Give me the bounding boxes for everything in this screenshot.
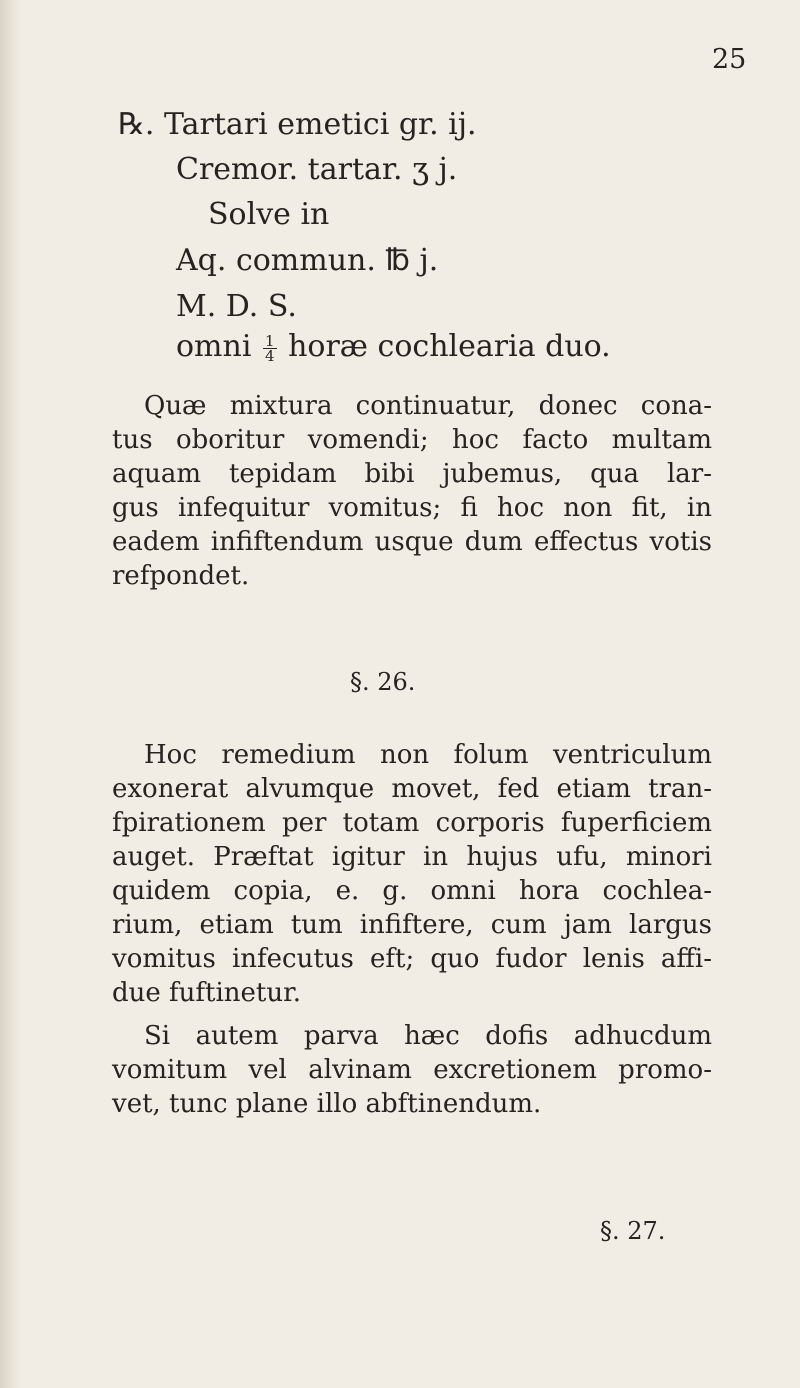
prescription-line: ℞. Tartari emetici gr. ij.	[118, 107, 477, 142]
prescription-line: Aq. commun. ℔ j.	[176, 243, 439, 278]
text-line: gus infequitur vomitus; fi hoc non fit, in	[112, 493, 712, 523]
fraction-denominator: 4	[264, 346, 275, 365]
text-line: Si autem parva hæc dofis adhucdum	[144, 1021, 712, 1051]
text-line: quidem copia, e. g. omni hora cochlea-	[112, 876, 712, 906]
paragraph-dosis	[112, 1019, 712, 1121]
page-spine-shadow	[0, 0, 22, 1388]
prescription-line: Solve in	[208, 197, 330, 232]
section-heading-27: §. 27.	[600, 1217, 666, 1245]
text-line: eadem infiftendum usque dum effectus votis	[112, 527, 712, 557]
text-line: tus oboritur vomendi; hoc facto multam	[112, 425, 712, 455]
text-line: vomitum vel alvinam excretionem promo-	[112, 1055, 712, 1085]
prescription-dosage-line	[176, 329, 611, 364]
text-line: auget. Præftat igitur in hujus ufu, minori	[112, 842, 712, 872]
quarter-fraction	[263, 331, 277, 365]
fraction-numerator: 1	[264, 331, 275, 350]
text-line: vomitus infecutus eft; quo fudor lenis affi-	[112, 944, 712, 974]
paragraph-remedium	[112, 738, 712, 1010]
paragraph-mixture	[112, 389, 712, 593]
text-line: vet, tunc plane illo abftinendum.	[112, 1089, 542, 1119]
text-line: aquam tepidam bibi jubemus, qua lar-	[112, 459, 712, 489]
page-number: 25	[712, 44, 747, 75]
text-line: fpirationem per totam corporis fuperficiem	[112, 808, 712, 838]
dosage-suffix: horæ cochlearia duo.	[288, 329, 611, 364]
section-heading-26: §. 26.	[350, 668, 416, 696]
text-line: Quæ mixtura continuatur, donec cona-	[144, 391, 712, 421]
text-line: rium, etiam tum infiftere, cum jam largus	[112, 910, 712, 940]
prescription-line: M. D. S.	[176, 289, 297, 324]
text-line: Hoc remedium non folum ventriculum	[144, 740, 712, 770]
prescription-line: Cremor. tartar. ʒ j.	[176, 152, 458, 187]
text-line: due fuftinetur.	[112, 978, 301, 1008]
text-line: exonerat alvumque movet, fed etiam tran-	[112, 774, 712, 804]
dosage-prefix: omni	[176, 329, 252, 364]
text-line: refpondet.	[112, 561, 250, 591]
